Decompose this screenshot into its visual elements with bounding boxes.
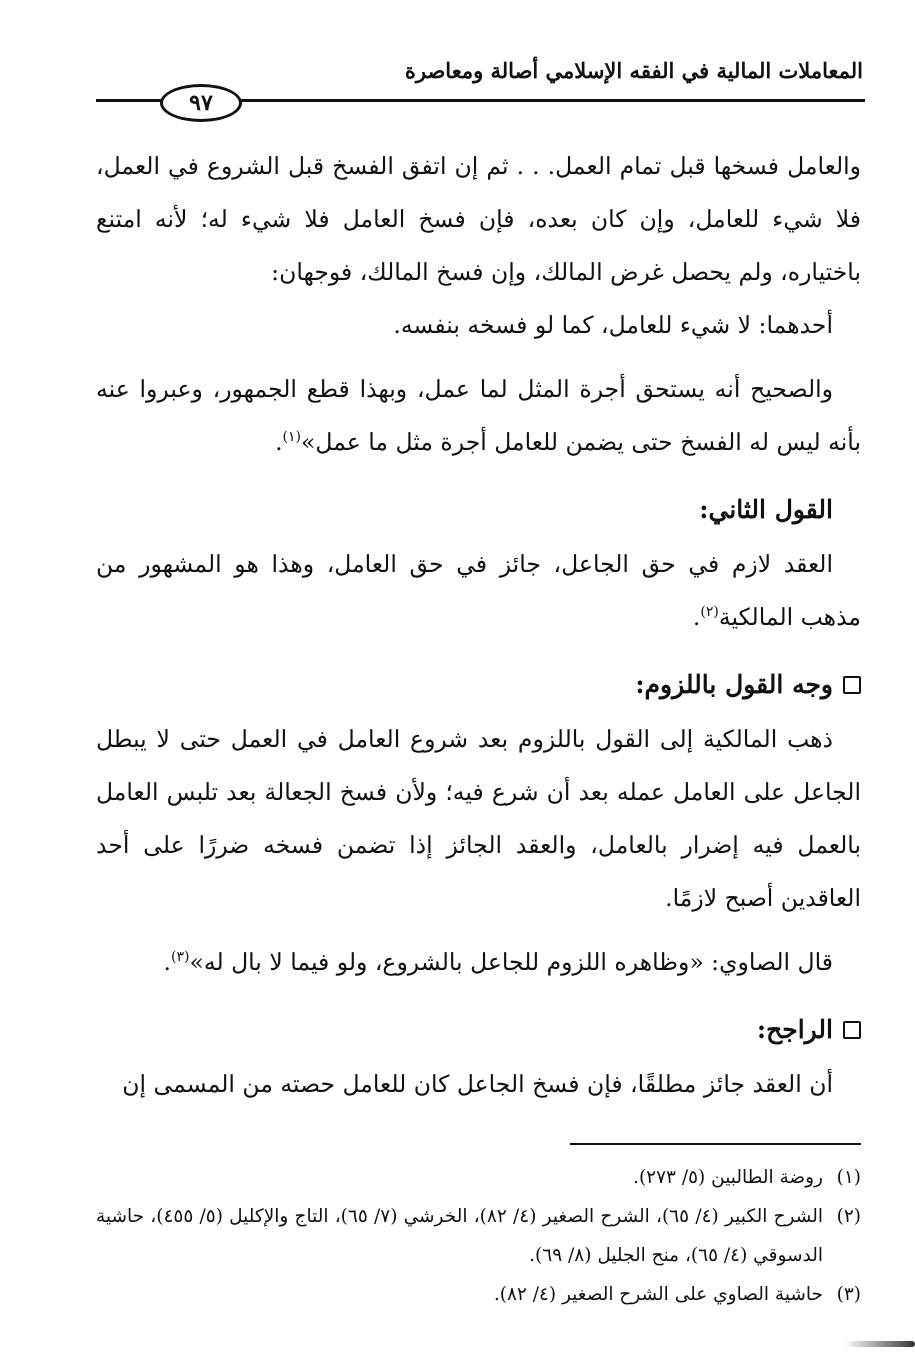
square-bullet-icon <box>843 676 861 694</box>
footnote-item <box>96 1197 861 1275</box>
footnote-ref-3: (٣) <box>171 949 190 966</box>
paragraph-3-text: والصحيح أنه يستحق أجرة المثل لما عمل، وبهذا قطع الجمهور، وعبروا عنه بأنه ليس له الفسخ حتى يضمن للعامل أجرة مثل ما عمل» <box>96 375 861 456</box>
square-bullet-icon <box>843 1021 861 1039</box>
section-heading-text: الراجح: <box>756 1015 833 1044</box>
footnote-rule <box>570 1143 861 1145</box>
paragraph-2: أحدهما: لا شيء للعامل، كما لو فسخه بنفسه. <box>393 311 833 339</box>
paragraph-5: ذهب المالكية إلى القول باللزوم بعد شروع العامل في العمل حتى لا يبطل الجاعل على العامل عمله بعد أن شرع فيه؛ ولأن فسخ الجعالة بعد تلبس العامل بالعمل فيه إضرار بالعامل، والعقد الجائز إذا تضمن فسخه ضررًا على أحد العاقدين أصبح لازمًا. <box>96 725 861 912</box>
footnote-text: روضة الطالبين (٥/ ٢٧٣). <box>633 1167 823 1188</box>
section-heading-second-opinion <box>96 483 861 536</box>
footnote-number: (٣) <box>836 1284 861 1305</box>
section-heading-preferred <box>96 1003 861 1056</box>
paragraph-4-text: العقد لازم في حق الجاعل، جائز في حق العامل، وهذا هو المشهور من مذهب المالكية <box>96 550 861 631</box>
footnote-text: حاشية الصاوي على الشرح الصغير (٤/ ٨٢). <box>493 1284 823 1305</box>
paragraph-4 <box>96 538 861 644</box>
footnote-number: (١) <box>836 1167 861 1188</box>
footnote-item <box>96 1158 861 1197</box>
footnotes <box>96 1158 861 1314</box>
paragraph-6 <box>96 936 861 989</box>
main-text <box>96 140 861 1111</box>
footnote-ref-2: (٢) <box>700 604 719 621</box>
section-heading-text: وجه القول باللزوم: <box>635 670 833 699</box>
section-heading-text: القول الثاني: <box>699 495 833 524</box>
paragraph-3-end: . <box>275 428 283 456</box>
paragraph-6-text: قال الصاوي: «وظاهره اللزوم للجاعل بالشروع، ولو فيما لا بال له» <box>189 948 833 976</box>
footnote-item <box>96 1275 861 1314</box>
paragraph-7: أن العقد جائز مطلقًا، فإن فسخ الجاعل كان للعامل حصته من المسمى إن <box>122 1070 833 1098</box>
scan-smudge <box>845 1341 915 1347</box>
paragraph-3 <box>96 363 861 469</box>
page-number: ٩٧ <box>160 84 242 122</box>
section-heading-binding <box>96 658 861 711</box>
footnote-ref-1: (١) <box>282 429 302 446</box>
paragraph-6-end: . <box>163 948 171 976</box>
running-title: المعاملات المالية في الفقه الإسلامي أصالة ومعاصرة <box>404 58 863 83</box>
paragraph-4-end: . <box>692 603 701 631</box>
footnote-text: الشرح الكبير (٤/ ٦٥)، الشرح الصغير (٤/ ٨٢)، الخرشي (٧/ ٦٥)، التاج والإكليل (٥/ ٤٥٥)، حاشية الدسوقي (٤/ ٦٥)، منح الجليل (٨/ ٦٩). <box>96 1206 823 1266</box>
footnote-number: (٢) <box>836 1206 861 1227</box>
paragraph-1: والعامل فسخها قبل تمام العمل. . . ثم إن اتفق الفسخ قبل الشروع في العمل، فلا شيء للعامل، وإن كان بعده، فإن فسخ العامل فلا شيء له؛ لأنه امتنع باختياره، ولم يحصل غرض المالك، وإن فسخ المالك، فوجهان: <box>96 152 861 286</box>
